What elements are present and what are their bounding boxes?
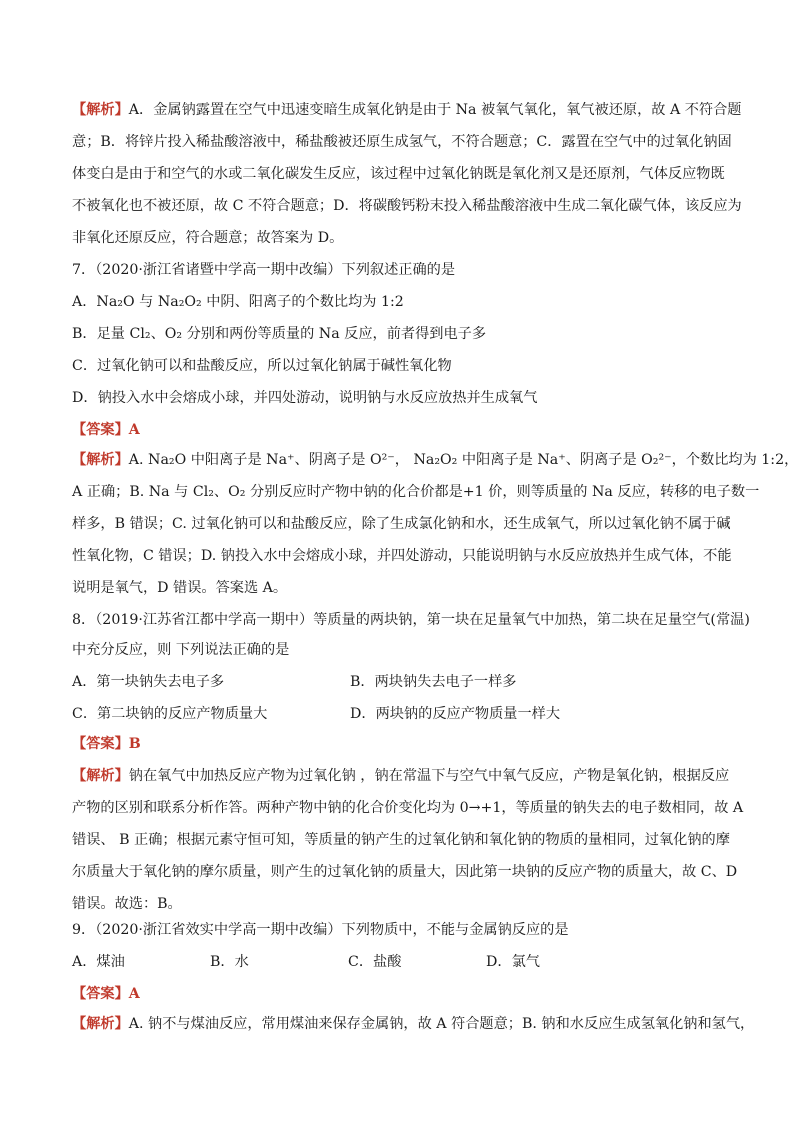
question-7-option-c: C．过氧化钠可以和盐酸反应，所以过氧化钠属于碱性氧化物 [72, 358, 452, 374]
question-8-option-a: A．第一块钠失去电子多 [72, 674, 225, 690]
question-7-option-a: A．Na₂O 与 Na₂O₂ 中阴、阳离子的个数比均为 1:2 [72, 294, 404, 310]
question-9-option-d: D．氯气 [486, 954, 540, 970]
analysis-8-line-4: 尔质量大于氧化钠的摩尔质量，则产生的过氧化钠的质量大，因此第一块钠的反应产物的质量大，故 C、D [72, 864, 738, 880]
analysis-6-line-3: 体变白是由于和空气的水或二氧化碳发生反应，该过程中过氧化钠既是氧化剂又是还原剂，气体反应物既 [72, 166, 725, 182]
question-7-option-d: D．钠投入水中会熔成小球，并四处游动，说明钠与水反应放热并生成氧气 [72, 390, 538, 406]
question-8-stem-line-2: 中充分反应，则 下列说法正确的是 [72, 642, 290, 658]
analysis-6-line-2: 意；B．将锌片投入稀盐酸溶液中，稀盐酸被还原生成氢气，不符合题意；C．露置在空气中的过氧化钠固 [72, 134, 732, 150]
analysis-label: 【解析】 [72, 452, 129, 468]
question-7-answer [72, 420, 727, 440]
question-8-stem-line-1: 8．（2019·江苏省江都中学高一期中）等质量的两块钠，第一块在足量氧气中加热，第二块在足量空气(常温) [72, 612, 750, 628]
question-9-option-c: C．盐酸 [348, 954, 402, 970]
question-9-option-a: A．煤油 [72, 954, 125, 970]
answer-value: A [128, 422, 140, 438]
analysis-label: 【解析】 [72, 1016, 129, 1032]
analysis-7-line-2: A 正确；B. Na 与 Cl₂、O₂ 分别反应时产物中钠的化合价都是+1 价，则等质量的 Na 反应，转移的电子数一 [72, 484, 760, 500]
question-8-option-d: D．两块钠的反应产物质量一样大 [350, 706, 561, 722]
analysis-8-line-2: 产物的区别和联系分析作答。两种产物中钠的化合价变化均为 0→+1，等质量的钠失去的电子数相同，故 A [72, 800, 744, 816]
question-9-answer [72, 984, 727, 1004]
question-8-option-b: B．两块钠失去电子一样多 [350, 674, 517, 690]
analysis-8-line-1: 【解析】钠在氧气中加热反应产物为过氧化钠 ，钠在常温下与空气中氧气反应，产物是氧化钠，根据反应 [72, 768, 730, 784]
question-9-stem: 9．（2020·浙江省效实中学高一期中改编）下列物质中，不能与金属钠反应的是 [72, 922, 569, 938]
analysis-8-line-3: 错误、 B 正确；根据元素守恒可知，等质量的钠产生的过氧化钠和氧化钠的物质的量相同，过氧化钠的摩 [72, 832, 730, 848]
analysis-8-line-5: 错误。故选：B。 [72, 896, 182, 912]
question-9-option-b: B．水 [210, 954, 249, 970]
analysis-label: 【解析】 [72, 768, 129, 784]
question-8-answer [72, 734, 727, 754]
analysis-6-line-1: 【解析】A．金属钠露置在空气中迅速变暗生成氧化钠是由于 Na 被氧气氧化，氧气被还原，故 A 不符合题 [72, 102, 742, 118]
analysis-7-line-3: 样多，B 错误；C. 过氧化钠可以和盐酸反应，除了生成氯化钠和水，还生成氧气，所以过氧化钠不属于碱 [72, 516, 731, 532]
analysis-label: 【解析】 [72, 102, 129, 118]
analysis-9-line-1: 【解析】A. 钠不与煤油反应，常用煤油来保存金属钠，故 A 符合题意；B. 钠和水反应生成氢氧化钠和氢气， [72, 1016, 755, 1032]
analysis-7-line-1: 【解析】A. Na₂O 中阳离子是 Na⁺、阴离子是 O²⁻， Na₂O₂ 中阳离子是 Na⁺、阴离子是 O₂²⁻，个数比均为 1:2， [72, 452, 798, 468]
analysis-6-line-4: 不被氧化也不被还原，故 C 不符合题意；D．将碳酸钙粉末投入稀盐酸溶液中生成二氧化碳气体，该反应为 [72, 198, 742, 214]
answer-value: A [128, 986, 140, 1002]
answer-label: 【答案】 [72, 422, 129, 438]
answer-label: 【答案】 [72, 986, 129, 1002]
question-7-option-b: B．足量 Cl₂、O₂ 分别和两份等质量的 Na 反应，前者得到电子多 [72, 326, 487, 342]
analysis-7-line-5: 说明是氧气，D 错误。答案选 A。 [72, 580, 288, 596]
answer-label: 【答案】 [72, 736, 129, 752]
answer-value: B [128, 736, 141, 752]
question-8-option-c: C．第二块钠的反应产物质量大 [72, 706, 268, 722]
question-7-stem: 7．（2020·浙江省诸暨中学高一期中改编）下列叙述正确的是 [72, 262, 456, 278]
analysis-6-line-5: 非氧化还原反应，符合题意；故答案为 D。 [72, 230, 344, 246]
analysis-7-line-4: 性氧化物，C 错误；D. 钠投入水中会熔成小球，并四处游动，只能说明钠与水反应放热并生成气体，不能 [72, 548, 732, 564]
